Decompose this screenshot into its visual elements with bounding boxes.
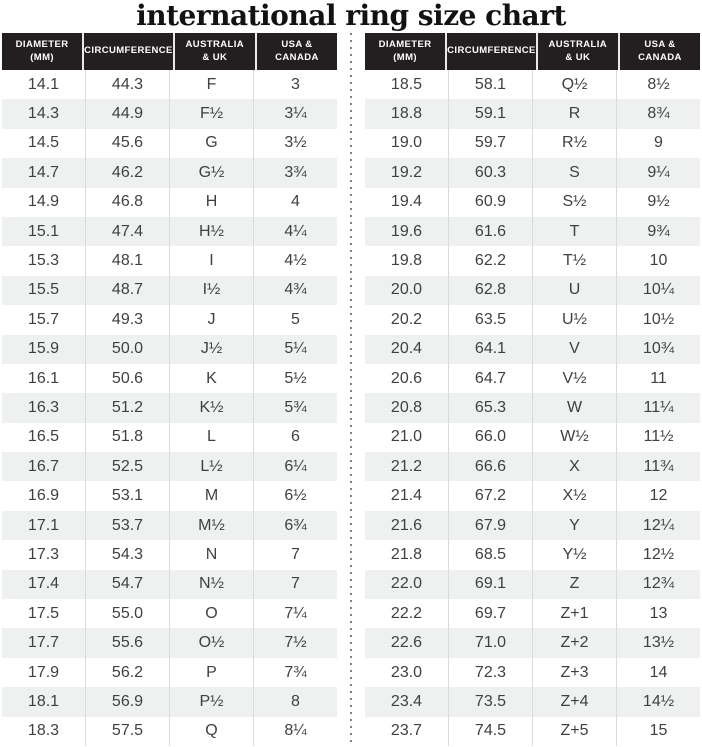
table-cell: Z+5 xyxy=(532,717,616,746)
table-cell: T xyxy=(532,217,616,246)
table-row xyxy=(365,540,700,569)
table-cell: 10 xyxy=(616,246,700,275)
header-cell: CIRCUMFERENCE xyxy=(445,33,536,70)
table-cell: 19.4 xyxy=(390,193,423,211)
table-cell: 15.7 xyxy=(27,310,60,328)
table-cell: 65.3 xyxy=(448,393,532,422)
table-row xyxy=(365,217,700,246)
table-cell: I½ xyxy=(169,276,253,305)
table-cell: 5 xyxy=(253,305,337,334)
table-cell: Z xyxy=(532,570,616,599)
table-cell: 62.2 xyxy=(448,246,532,275)
table-cell: 67.9 xyxy=(448,511,532,540)
table-cell: 16.7 xyxy=(27,457,60,475)
table-row xyxy=(365,570,700,599)
table-cell: 14.7 xyxy=(27,163,60,181)
table-cell: 16.1 xyxy=(27,369,60,387)
table-cell: Z+1 xyxy=(532,599,616,628)
table-cell: G½ xyxy=(169,158,253,187)
table-cell: 54.3 xyxy=(85,540,169,569)
table-cell: 17.3 xyxy=(27,545,60,563)
tables-container xyxy=(0,33,702,746)
table-cell: 15.1 xyxy=(27,222,60,240)
table-cell: 19.8 xyxy=(390,252,423,270)
table-row xyxy=(365,481,700,510)
table-cell: 21.2 xyxy=(390,457,423,475)
table-row xyxy=(2,335,337,364)
header-cell: DIAMETER (MM) xyxy=(365,33,445,70)
table-row xyxy=(365,129,700,158)
table-cell: W½ xyxy=(532,423,616,452)
table-cell: 9 xyxy=(616,129,700,158)
table-cell: 20.6 xyxy=(390,369,423,387)
table-cell: 54.7 xyxy=(85,570,169,599)
table-cell: K xyxy=(169,364,253,393)
table-row xyxy=(2,570,337,599)
table-cell: 20.4 xyxy=(390,340,423,358)
table-cell: M½ xyxy=(169,511,253,540)
table-cell: T½ xyxy=(532,246,616,275)
table-row xyxy=(365,188,700,217)
table-cell: 5¼ xyxy=(253,335,337,364)
table-cell: X½ xyxy=(532,481,616,510)
table-cell: 12 xyxy=(616,481,700,510)
table-cell: K½ xyxy=(169,393,253,422)
table-row xyxy=(365,393,700,422)
table-row xyxy=(365,628,700,657)
table-cell: 9½ xyxy=(616,188,700,217)
table-cell: J½ xyxy=(169,335,253,364)
table-cell: 66.6 xyxy=(448,452,532,481)
table-row xyxy=(2,276,337,305)
table-cell: 18.1 xyxy=(27,692,60,710)
table-cell: U½ xyxy=(532,305,616,334)
table-cell: 20.2 xyxy=(390,310,423,328)
table-row xyxy=(2,628,337,657)
table-cell: 71.0 xyxy=(448,628,532,657)
table-cell: 46.2 xyxy=(85,158,169,187)
table-cell: 46.8 xyxy=(85,188,169,217)
table-cell: Y½ xyxy=(532,540,616,569)
table-cell: 14.1 xyxy=(27,75,60,93)
table-cell: V xyxy=(532,335,616,364)
table-row xyxy=(2,481,337,510)
table-cell: 18.5 xyxy=(390,75,423,93)
table-cell: 55.0 xyxy=(85,599,169,628)
table-cell: F xyxy=(169,70,253,99)
header-cell: USA & CANADA xyxy=(255,33,337,70)
table-row xyxy=(2,599,337,628)
table-cell: 47.4 xyxy=(85,217,169,246)
table-cell: R½ xyxy=(532,129,616,158)
table-cell: 69.1 xyxy=(448,570,532,599)
table-cell: O½ xyxy=(169,628,253,657)
table-cell: 17.5 xyxy=(27,604,60,622)
table-cell: 9¾ xyxy=(616,217,700,246)
table-cell: 67.2 xyxy=(448,481,532,510)
table-cell: 8 xyxy=(253,687,337,716)
table-cell: 59.1 xyxy=(448,99,532,128)
table-cell: 3¾ xyxy=(253,158,337,187)
table-cell: 21.8 xyxy=(390,545,423,563)
table-cell: 18.3 xyxy=(27,722,60,740)
table-cell: S xyxy=(532,158,616,187)
table-cell: 15.3 xyxy=(27,252,60,270)
table-row xyxy=(365,305,700,334)
table-cell: 15.9 xyxy=(27,340,60,358)
table-row xyxy=(365,658,700,687)
table-row xyxy=(2,158,337,187)
table-row xyxy=(2,452,337,481)
header-cell: DIAMETER (MM) xyxy=(2,33,82,70)
table-cell: 4 xyxy=(253,188,337,217)
table-cell: 11¾ xyxy=(616,452,700,481)
table-cell: Q xyxy=(169,717,253,746)
table-cell: 74.5 xyxy=(448,717,532,746)
table-cell: 60.3 xyxy=(448,158,532,187)
table-cell: 4¾ xyxy=(253,276,337,305)
table-cell: 17.4 xyxy=(27,575,60,593)
table-row xyxy=(2,70,337,99)
table-cell: 50.6 xyxy=(85,364,169,393)
table-cell: 45.6 xyxy=(85,129,169,158)
table-cell: 3½ xyxy=(253,129,337,158)
table-cell: 73.5 xyxy=(448,687,532,716)
table-cell: 16.9 xyxy=(27,487,60,505)
table-cell: 6 xyxy=(253,423,337,452)
table-row xyxy=(365,599,700,628)
table-cell: 12½ xyxy=(616,540,700,569)
table-cell: N xyxy=(169,540,253,569)
table-cell: 15.5 xyxy=(27,281,60,299)
table-body xyxy=(2,70,337,746)
table-cell: 59.7 xyxy=(448,129,532,158)
table-cell: 6¼ xyxy=(253,452,337,481)
table-cell: 53.7 xyxy=(85,511,169,540)
table-header-row xyxy=(365,33,700,70)
table-cell: 14 xyxy=(616,658,700,687)
table-cell: Z+3 xyxy=(532,658,616,687)
table-cell: 17.1 xyxy=(27,516,60,534)
table-cell: X xyxy=(532,452,616,481)
table-row xyxy=(365,158,700,187)
table-cell: 8¼ xyxy=(253,717,337,746)
table-cell: 4¼ xyxy=(253,217,337,246)
table-cell: Z+4 xyxy=(532,687,616,716)
table-cell: N½ xyxy=(169,570,253,599)
table-cell: O xyxy=(169,599,253,628)
table-cell: 7¾ xyxy=(253,658,337,687)
table-cell: 10¾ xyxy=(616,335,700,364)
table-cell: 49.3 xyxy=(85,305,169,334)
table-cell: 58.1 xyxy=(448,70,532,99)
table-cell: F½ xyxy=(169,99,253,128)
table-cell: 72.3 xyxy=(448,658,532,687)
table-row xyxy=(365,687,700,716)
table-cell: Q½ xyxy=(532,70,616,99)
table-cell: 14½ xyxy=(616,687,700,716)
table-cell: W xyxy=(532,393,616,422)
table-cell: L½ xyxy=(169,452,253,481)
table-cell: 69.7 xyxy=(448,599,532,628)
table-cell: 6¾ xyxy=(253,511,337,540)
table-cell: 22.2 xyxy=(390,604,423,622)
table-cell: 51.2 xyxy=(85,393,169,422)
table-cell: 9¼ xyxy=(616,158,700,187)
table-header-row xyxy=(2,33,337,70)
table-cell: 8¾ xyxy=(616,99,700,128)
table-cell: 44.9 xyxy=(85,99,169,128)
table-cell: 21.0 xyxy=(390,428,423,446)
table-cell: 7 xyxy=(253,540,337,569)
table-row xyxy=(2,423,337,452)
table-cell: 23.7 xyxy=(390,722,423,740)
table-cell: 7 xyxy=(253,570,337,599)
table-cell: 23.0 xyxy=(390,663,423,681)
table-row xyxy=(2,658,337,687)
table-cell: 11¼ xyxy=(616,393,700,422)
table-cell: 21.6 xyxy=(390,516,423,534)
table-row xyxy=(2,540,337,569)
header-cell: AUSTRALIA & UK xyxy=(173,33,255,70)
table-cell: 17.7 xyxy=(27,634,60,652)
table-row xyxy=(2,687,337,716)
table-cell: 50.0 xyxy=(85,335,169,364)
header-cell: CIRCUMFERENCE xyxy=(82,33,173,70)
table-row xyxy=(365,423,700,452)
table-cell: 18.8 xyxy=(390,105,423,123)
table-cell: 19.6 xyxy=(390,222,423,240)
table-row xyxy=(2,305,337,334)
table-cell: 5¾ xyxy=(253,393,337,422)
table-row xyxy=(365,70,700,99)
table-divider xyxy=(337,33,365,746)
table-cell: 56.2 xyxy=(85,658,169,687)
table-cell: 68.5 xyxy=(448,540,532,569)
table-row xyxy=(365,276,700,305)
page-title: international ring size chart xyxy=(136,0,566,32)
ring-size-table-left xyxy=(2,33,337,746)
table-row xyxy=(365,99,700,128)
table-cell: 20.0 xyxy=(390,281,423,299)
table-body xyxy=(365,70,700,746)
table-cell: 11½ xyxy=(616,423,700,452)
table-cell: S½ xyxy=(532,188,616,217)
table-cell: 55.6 xyxy=(85,628,169,657)
table-cell: 3 xyxy=(253,70,337,99)
table-cell: 10¼ xyxy=(616,276,700,305)
table-cell: Z+2 xyxy=(532,628,616,657)
table-cell: M xyxy=(169,481,253,510)
table-cell: 14.5 xyxy=(27,134,60,152)
table-cell: 57.5 xyxy=(85,717,169,746)
table-cell: 52.5 xyxy=(85,452,169,481)
table-cell: 15 xyxy=(616,717,700,746)
table-cell: 64.7 xyxy=(448,364,532,393)
table-cell: 60.9 xyxy=(448,188,532,217)
table-row xyxy=(2,129,337,158)
table-row xyxy=(2,217,337,246)
table-cell: 14.9 xyxy=(27,193,60,211)
table-cell: P½ xyxy=(169,687,253,716)
table-cell: 7½ xyxy=(253,628,337,657)
table-cell: 3¼ xyxy=(253,99,337,128)
table-row xyxy=(2,511,337,540)
table-row xyxy=(365,335,700,364)
table-cell: 16.3 xyxy=(27,398,60,416)
table-row xyxy=(2,188,337,217)
table-cell: H xyxy=(169,188,253,217)
dotted-divider-line xyxy=(350,33,352,746)
table-cell: 48.7 xyxy=(85,276,169,305)
table-cell: 51.8 xyxy=(85,423,169,452)
table-row xyxy=(365,364,700,393)
table-cell: I xyxy=(169,246,253,275)
table-cell: 7¼ xyxy=(253,599,337,628)
table-row xyxy=(365,246,700,275)
table-cell: 23.4 xyxy=(390,692,423,710)
table-cell: 4½ xyxy=(253,246,337,275)
table-row xyxy=(365,717,700,746)
table-cell: 13½ xyxy=(616,628,700,657)
table-cell: 44.3 xyxy=(85,70,169,99)
table-cell: 56.9 xyxy=(85,687,169,716)
table-cell: P xyxy=(169,658,253,687)
table-row xyxy=(2,246,337,275)
table-cell: 66.0 xyxy=(448,423,532,452)
table-cell: 19.0 xyxy=(390,134,423,152)
table-row xyxy=(365,452,700,481)
header-cell: USA & CANADA xyxy=(618,33,700,70)
table-cell: 10½ xyxy=(616,305,700,334)
table-cell: R xyxy=(532,99,616,128)
table-row xyxy=(2,393,337,422)
table-cell: 8½ xyxy=(616,70,700,99)
table-row xyxy=(2,717,337,746)
header-cell: AUSTRALIA & UK xyxy=(536,33,618,70)
table-row xyxy=(365,511,700,540)
table-cell: 17.9 xyxy=(27,663,60,681)
table-cell: 19.2 xyxy=(390,163,423,181)
table-cell: 16.5 xyxy=(27,428,60,446)
table-cell: 22.0 xyxy=(390,575,423,593)
table-cell: 63.5 xyxy=(448,305,532,334)
table-cell: 12¼ xyxy=(616,511,700,540)
table-cell: 20.8 xyxy=(390,398,423,416)
table-cell: 14.3 xyxy=(27,105,60,123)
table-cell: U xyxy=(532,276,616,305)
table-row xyxy=(2,364,337,393)
table-cell: L xyxy=(169,423,253,452)
table-cell: 62.8 xyxy=(448,276,532,305)
table-cell: G xyxy=(169,129,253,158)
table-cell: 48.1 xyxy=(85,246,169,275)
table-cell: 21.4 xyxy=(390,487,423,505)
table-cell: H½ xyxy=(169,217,253,246)
table-row xyxy=(2,99,337,128)
table-cell: 6½ xyxy=(253,481,337,510)
table-cell: 53.1 xyxy=(85,481,169,510)
table-cell: 13 xyxy=(616,599,700,628)
table-cell: 61.6 xyxy=(448,217,532,246)
table-cell: V½ xyxy=(532,364,616,393)
table-cell: 22.6 xyxy=(390,634,423,652)
table-cell: 12¾ xyxy=(616,570,700,599)
table-cell: Y xyxy=(532,511,616,540)
table-cell: J xyxy=(169,305,253,334)
ring-size-table-right xyxy=(365,33,700,746)
table-cell: 64.1 xyxy=(448,335,532,364)
table-cell: 11 xyxy=(616,364,700,393)
table-cell: 5½ xyxy=(253,364,337,393)
